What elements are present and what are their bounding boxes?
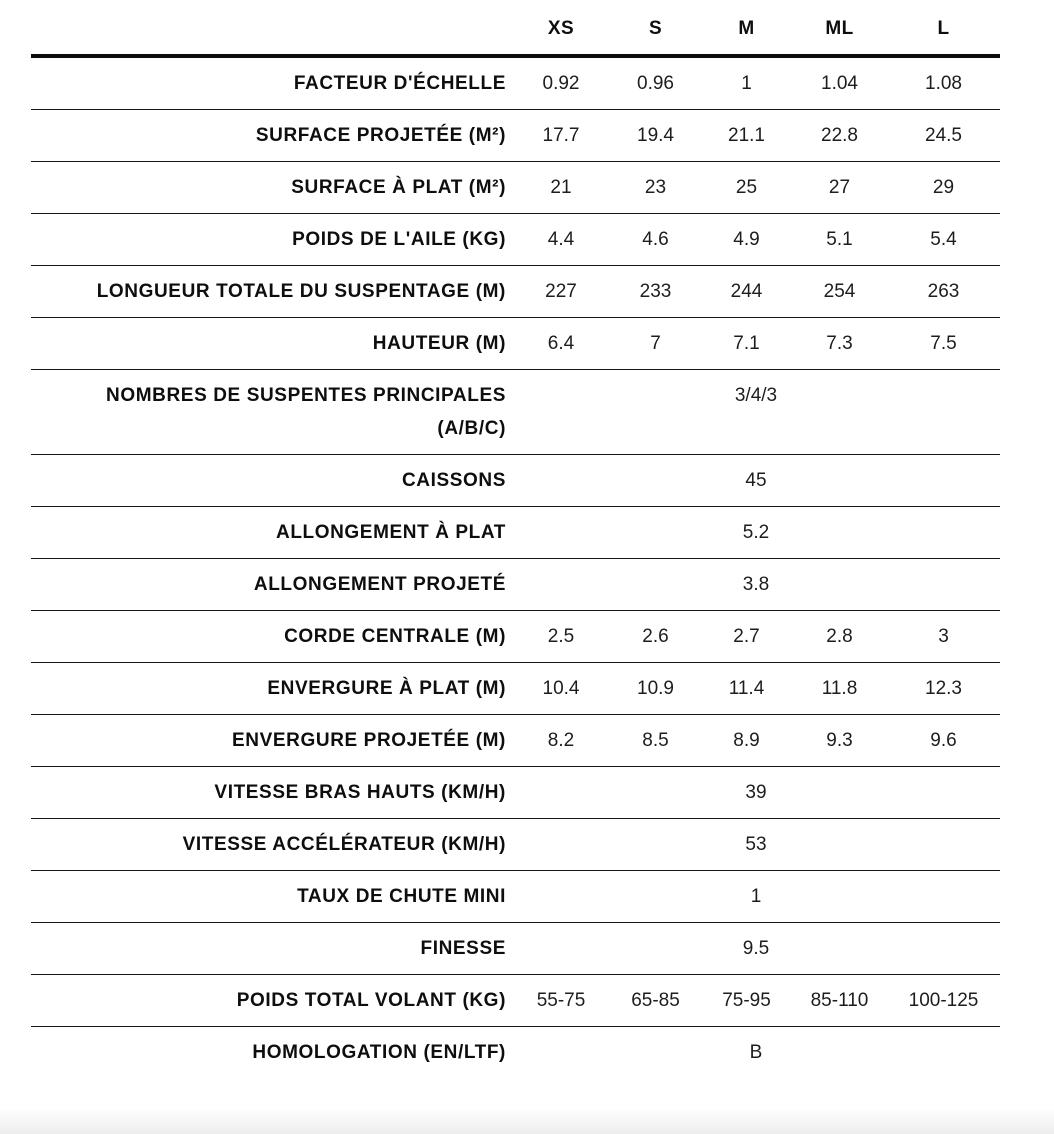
row-label: SURFACE PROJETÉE (M²) (255, 125, 506, 146)
spec-value-cell: 244 (730, 281, 763, 302)
spec-value-cell: 27 (828, 177, 851, 198)
table-row (31, 715, 1000, 767)
spec-value-cell: 1 (741, 73, 752, 94)
spec-value-cell: 29 (932, 177, 955, 198)
table-row (31, 214, 1000, 266)
table-row (31, 507, 1000, 559)
spec-value-cell: 263 (927, 281, 960, 302)
row-label: HAUTEUR (M) (372, 333, 506, 354)
spec-value-cell-spanned: 3/4/3 (734, 385, 778, 406)
spec-value-cell: 4.6 (642, 229, 669, 250)
spec-value-cell: 0.96 (637, 73, 674, 94)
spec-value-cell: 17.7 (542, 125, 580, 146)
row-label: VITESSE ACCÉLÉRATEUR (KM/H) (182, 834, 506, 855)
spec-value-cell: 254 (823, 281, 856, 302)
table-row (31, 767, 1000, 819)
spec-value-cell: 5.4 (930, 229, 957, 250)
row-label: NOMBRES DE SUSPENTES PRINCIPALES (A/B/C) (106, 385, 506, 439)
spec-value-cell-spanned: 39 (745, 782, 767, 803)
spec-value-cell: 10.4 (542, 678, 580, 699)
spec-value-cell: 1.04 (821, 73, 858, 94)
bottom-gradient (0, 1108, 1054, 1134)
spec-value-cell-spanned: B (749, 1042, 763, 1063)
spec-value-cell: 22.8 (821, 125, 858, 146)
spec-value-cell-spanned: 5.2 (742, 522, 770, 543)
spec-value-cell-spanned: 53 (745, 834, 767, 855)
table-row (31, 455, 1000, 507)
row-label: ALLONGEMENT À PLAT (276, 522, 506, 543)
spec-value-cell: 3 (938, 626, 949, 647)
table-row (31, 110, 1000, 162)
spec-value-cell: 11.4 (728, 678, 765, 699)
spec-value-cell: 10.9 (637, 678, 674, 699)
spec-value-cell: 5.1 (826, 229, 853, 250)
spec-value-cell: 8.9 (733, 730, 760, 751)
table-row (31, 1027, 1000, 1079)
spec-value-cell: 7.5 (930, 333, 957, 354)
table-row (31, 56, 1000, 110)
spec-value-cell: 2.8 (826, 626, 853, 647)
table-row (31, 819, 1000, 871)
row-label: POIDS TOTAL VOLANT (KG) (236, 990, 506, 1011)
size-column-header: ML (825, 18, 854, 39)
size-column-header: L (937, 18, 950, 39)
row-label: FINESSE (420, 938, 506, 959)
row-label: ALLONGEMENT PROJETÉ (253, 574, 506, 595)
spec-value-cell: 21.1 (728, 125, 765, 146)
spec-value-cell: 55-75 (536, 990, 586, 1011)
spec-value-cell: 19.4 (637, 125, 674, 146)
spec-value-cell: 75-95 (722, 990, 771, 1011)
table-row (31, 871, 1000, 923)
row-label: CAISSONS (401, 470, 506, 491)
spec-value-cell: 100-125 (908, 990, 979, 1011)
spec-value-cell: 0.92 (542, 73, 580, 94)
table-row (31, 318, 1000, 370)
table-row (31, 266, 1000, 318)
spec-value-cell: 1.08 (925, 73, 962, 94)
row-label: VITESSE BRAS HAUTS (KM/H) (214, 782, 506, 803)
table-row (31, 975, 1000, 1027)
size-column-header: S (648, 18, 663, 39)
spec-value-cell: 11.8 (821, 678, 858, 699)
spec-value-cell-spanned: 45 (745, 470, 767, 491)
spec-value-cell: 4.9 (733, 229, 760, 250)
table-row (31, 162, 1000, 214)
spec-value-cell: 2.6 (642, 626, 669, 647)
spec-value-cell: 7.1 (733, 333, 760, 354)
size-column-header: XS (547, 18, 575, 39)
spec-value-cell: 7 (650, 333, 661, 354)
spec-value-cell: 24.5 (925, 125, 962, 146)
spec-value-cell: 6.4 (547, 333, 575, 354)
row-label: SURFACE À PLAT (M²) (291, 177, 506, 198)
spec-value-cell-spanned: 9.5 (742, 938, 770, 959)
row-label: FACTEUR D'ÉCHELLE (293, 73, 506, 94)
spec-value-cell: 12.3 (925, 678, 962, 699)
table-row (31, 923, 1000, 975)
spec-value-cell: 65-85 (631, 990, 680, 1011)
row-label: TAUX DE CHUTE MINI (297, 886, 506, 907)
spec-value-cell: 9.6 (930, 730, 957, 751)
spec-value-cell-spanned: 3.8 (742, 574, 770, 595)
table-row (31, 559, 1000, 611)
row-label: LONGUEUR TOTALE DU SUSPENTAGE (M) (96, 281, 506, 302)
spec-value-cell: 8.5 (642, 730, 669, 751)
table-row (31, 663, 1000, 715)
row-label: POIDS DE L'AILE (KG) (292, 229, 506, 250)
spec-value-cell: 227 (545, 281, 577, 302)
header-row (31, 0, 1000, 56)
spec-value-cell: 21 (550, 177, 572, 198)
spec-value-cell: 2.5 (547, 626, 575, 647)
spec-value-cell: 25 (735, 177, 758, 198)
header-empty-cell (31, 0, 512, 56)
spec-value-cell: 2.7 (733, 626, 760, 647)
spec-value-cell-spanned: 1 (750, 886, 762, 907)
row-label: ENVERGURE PROJETÉE (M) (232, 730, 506, 751)
row-label: HOMOLOGATION (EN/LTF) (252, 1042, 506, 1063)
table-row (31, 611, 1000, 663)
spec-value-cell: 85-110 (810, 990, 869, 1011)
spec-value-cell: 233 (639, 281, 672, 302)
size-column-header: M (738, 18, 755, 39)
row-label: ENVERGURE À PLAT (M) (267, 678, 506, 699)
spec-value-cell: 8.2 (547, 730, 575, 751)
table-row (31, 370, 1000, 455)
spec-value-cell: 7.3 (826, 333, 853, 354)
row-label: CORDE CENTRALE (M) (284, 626, 506, 647)
spec-value-cell: 9.3 (826, 730, 853, 751)
spec-table (31, 0, 1000, 1078)
spec-value-cell: 4.4 (547, 229, 575, 250)
spec-value-cell: 23 (644, 177, 667, 198)
